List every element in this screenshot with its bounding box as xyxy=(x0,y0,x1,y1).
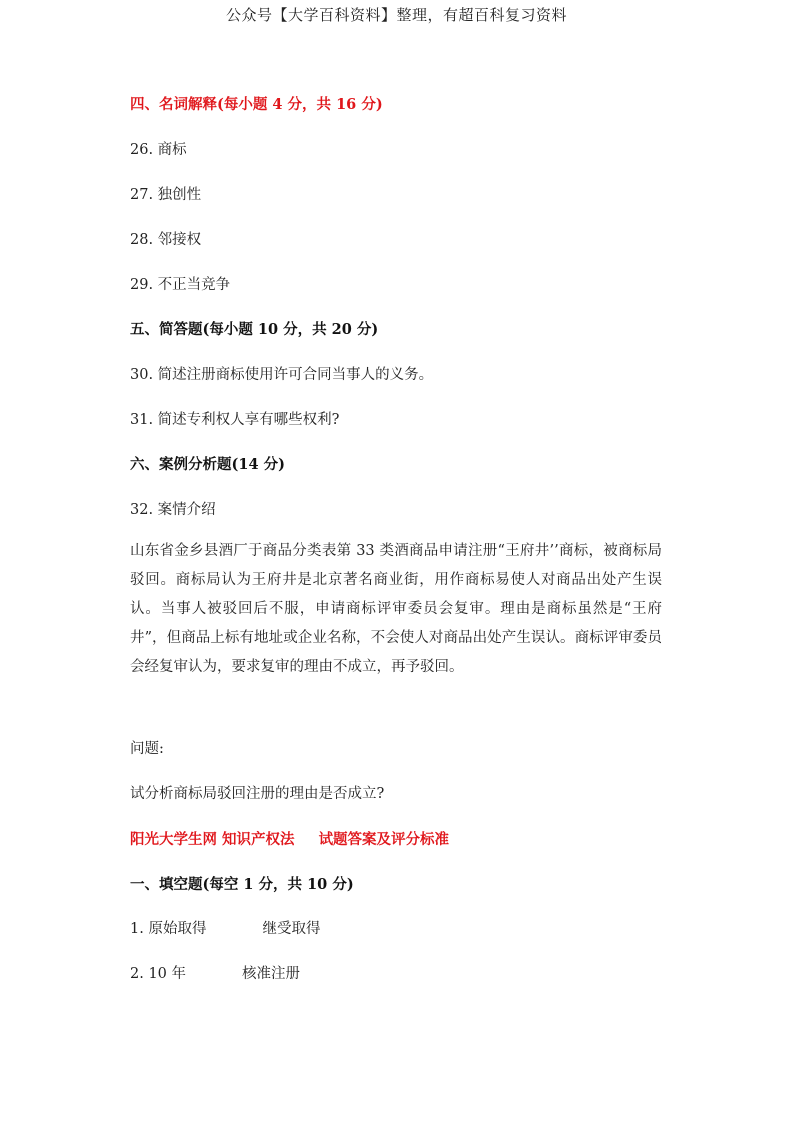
answer-number: 1. 原始取得 xyxy=(130,921,207,937)
answers-title xyxy=(130,828,449,849)
question-label: 问题: xyxy=(130,741,164,757)
list-item: 26. 商标 xyxy=(130,142,187,158)
list-item: 28. 邻接权 xyxy=(130,232,202,248)
list-item: 30. 简述注册商标使用许可合同当事人的义务。 xyxy=(130,367,434,383)
list-item: 32. 案情介绍 xyxy=(130,502,216,518)
section4-title: 四、名词解释(每小题 4 分，共 16 分) xyxy=(130,96,383,113)
answer-row xyxy=(130,917,320,938)
case-text: 山东省金乡县酒厂于商品分类表第 33 类酒商品申请注册“王府井’’商标，被商标局驳回。商标局认为王府井是北京著名商业街，用作商标易使人对商品出处产生误认。当事人被驳回后不服，申请商标评审委员会复审。理由是商标虽然是“王府井”，但商品上标有地址或企业名称，不会使人对商品出处产生误认。商标评审委员会经复审认为，要求复审的理由不成立，再予驳回。 xyxy=(130,543,662,675)
answer-value: 继受取得 xyxy=(262,921,321,937)
answers-title-right: 试题答案及评分标准 xyxy=(318,831,450,848)
list-item: 31. 简述专利权人享有哪些权利? xyxy=(130,412,340,428)
list-item: 29. 不正当竞争 xyxy=(130,277,231,293)
answer-value: 核准注册 xyxy=(242,966,301,982)
section5-title: 五、简答题(每小题 10 分，共 20 分) xyxy=(130,321,379,338)
list-item: 27. 独创性 xyxy=(130,187,202,203)
answer-number: 2. 10 年 xyxy=(130,966,187,982)
answers-title-left: 阳光大学生网 知识产权法 xyxy=(130,831,295,848)
page-header: 公众号【大学百科资料】整理，有超百科复习资料 xyxy=(225,6,567,24)
answers-section1-title: 一、填空题(每空 1 分，共 10 分) xyxy=(130,876,354,893)
answer-row xyxy=(130,962,300,983)
section6-title: 六、案例分析题(14 分) xyxy=(130,456,285,473)
question-text: 试分析商标局驳回注册的理由是否成立? xyxy=(130,786,385,802)
